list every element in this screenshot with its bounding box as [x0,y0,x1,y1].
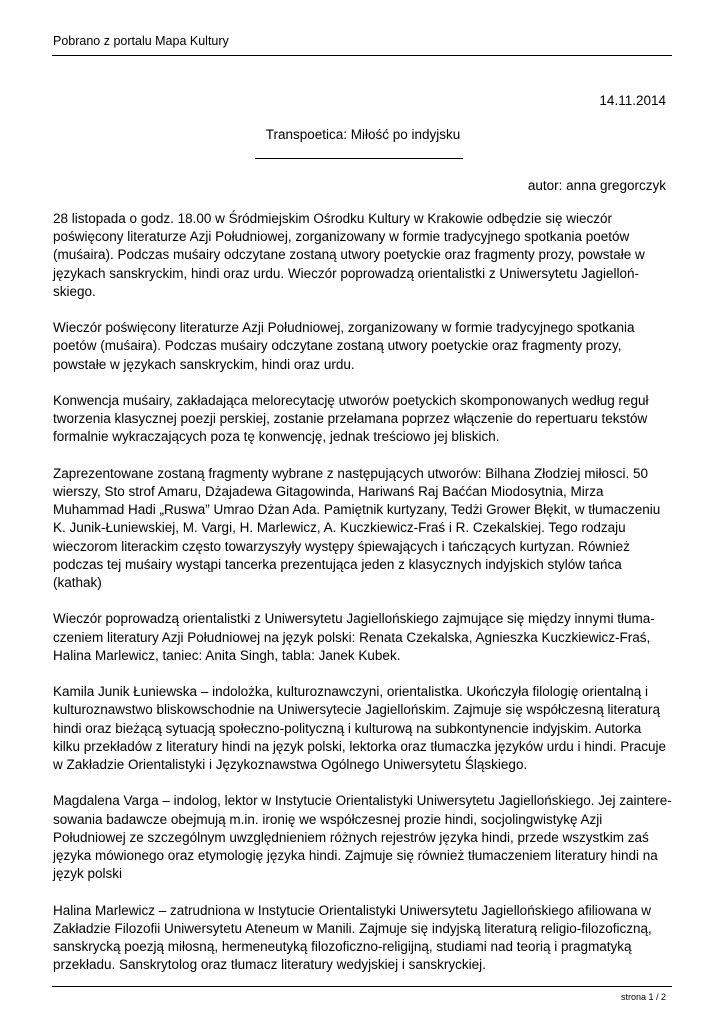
article-paragraph [53,465,673,592]
paragraph-line: (kathak) [53,575,102,591]
paragraph-line: sowania badawcze obejmują m.in. ironię we współczesnej prozie hindi, socjolingwistykę Azji [53,811,603,827]
paragraph-line: tworzenia klasycznej poezji perskiej, zostanie przełamana poprzez włączenie do repertuaru tekstów [53,411,648,427]
paragraph-line: skiego. [53,283,96,299]
article-paragraph [53,210,673,301]
paragraph-line: Wieczór poświęcony literaturze Azji Południowej, zorganizowany w formie tradycyjnego spotkania [53,320,635,336]
paragraph-line: Zaprezentowane zostaną fragmenty wybrane z następujących utworów: Bilhana Złodziej miłosci. 50 [53,465,649,481]
article-body [53,210,673,993]
paragraph-line: kilku przekładów z literatury hindi na język polski, lektorka oraz tłumaczka języków urdu i hindi. Pracuje [53,738,667,754]
paragraph-line: Południowej ze szczególnym uwzględnieniem różnych rejestrów języka hindi, przede wszystkim zaś [53,829,649,845]
page-header-source: Pobrano z portalu Mapa Kultury [53,34,229,48]
article-paragraph [53,392,673,447]
paragraph-line: sanskrycką poezją miłosną, hermeneutyką filozoficzno-religijną, studiami nad teorią i pragmatyką [53,939,632,955]
paragraph-line: hindi oraz bieżącą sytuacją społeczno-polityczną i kulturową na subkontynencie indyjskim. Autorka [53,720,642,736]
paragraph-line: Konwencja muśairy, zakładająca melorecytację utworów poetyckich skomponowanych według reguł [53,393,649,408]
article-paragraph [53,792,673,883]
header-rule [52,55,672,56]
article-paragraph [53,683,673,774]
page-number: strona 1 / 2 [620,992,666,1002]
paragraph-line: Magdalena Varga – indolog, lektor w Instytucie Orientalistyki Uniwersytetu Jagiellońskiego. Jej zaintere- [53,793,672,809]
paragraph-line: wieczorom literackim często towarzyszyły występy śpiewających i tańczących kurtyzan. Również [53,538,630,554]
paragraph-line: Halina Marlewicz – zatrudniona w Instytucie Orientalistyki Uniwersytetu Jagiellońskiego afiliowana w [53,902,652,918]
paragraph-line: przekładu. Sanskrytolog oraz tłumacz literatury wedyjskiej i sanskryckiej. [53,957,486,973]
paragraph-line: kulturoznawstwo bliskowschodnie na Uniwersytecie Jagiellońskim. Zajmuje się współczesną literaturą [53,702,661,718]
paragraph-line: czeniem literatury Azji Południowej na język polski: Renata Czekalska, Agnieszka Kuczkiewicz-Fraś, [53,629,651,645]
paragraph-line: poświęcony literaturze Azji Południowej, zorganizowany w formie tradycyjnego spotkania poetów [53,229,630,245]
title-underline [255,158,463,159]
paragraph-line: językach sanskryckim, hindi oraz urdu. Wieczór poprowadzą orientalistki z Uniwersytetu Jagielloń- [53,265,639,281]
article-paragraph [53,902,673,975]
paragraph-line: formalnie wykraczających poza tę konwencję, jednak treściowo jej bliskich. [53,429,500,445]
paragraph-line: Wieczór poprowadzą orientalistki z Uniwersytetu Jagiellońskiego zajmujące się między innymi tłuma- [53,611,655,627]
paragraph-line: Zakładzie Filozofii Uniwersytetu Ateneum w Manili. Zajmuje się indyjską literaturą religio-filozoficzną, [53,920,652,936]
article-author: autor: anna gregorczyk [527,178,666,193]
article-paragraph [53,319,673,374]
article-paragraph [53,610,673,665]
paragraph-line: języka mówionego oraz etymologię języka hindi. Zajmuje się również tłumaczeniem literatury hindi na [53,848,658,864]
article-title: Transpoetica: Miłość po indyjsku [265,127,461,142]
paragraph-line: (muśaira). Podczas muśairy odczytane zostaną utwory poetyckie oraz fragmenty prozy, powstałe w [53,247,645,263]
article-date: 14.11.2014 [599,93,666,108]
paragraph-line: powstałe w językach sanskryckim, hindi oraz urdu. [53,356,355,372]
paragraph-line: K. Junik-Łuniewskiej, M. Vargi, H. Marlewicz, A. Kuczkiewicz-Fraś i R. Czekalskiej. Tego rodzaju [53,520,626,536]
paragraph-line: w Zakładzie Orientalistyki i Językoznawstwa Ogólnego Uniwersytetu Śląskiego. [53,757,528,773]
paragraph-line: podczas tej muśairy wystąpi tancerka prezentująca jeden z klasycznych indyjskich stylów tańca [53,556,622,572]
paragraph-line: poetów (muśaira). Podczas muśairy odczytane zostaną utwory poetyckie oraz fragmenty prozy, [53,338,622,354]
paragraph-line: Kamila Junik Łuniewska – indolożka, kulturoznawczyni, orientalistka. Ukończyła filologię orientalną i [53,684,649,700]
footer-rule [52,986,672,987]
paragraph-line: wierszy, Sto strof Amaru, Dżajadewa Gitagowinda, Hariwanś Raj Baććan Miodosytnia, Mirza [53,484,604,499]
paragraph-line: Halina Marlewicz, taniec: Anita Singh, tabla: Janek Kubek. [53,647,401,663]
paragraph-line: 28 listopada o godz. 18.00 w Śródmiejskim Ośrodku Kultury w Krakowie odbędzie się wieczór [53,211,613,226]
paragraph-line: język polski [53,866,123,882]
paragraph-line: Muhammad Hadi „Ruswa” Umrao Dżan Ada. Pamiętnik kurtyzany, Tedżi Grower Błękit, w tłumaczeniu [53,502,661,518]
